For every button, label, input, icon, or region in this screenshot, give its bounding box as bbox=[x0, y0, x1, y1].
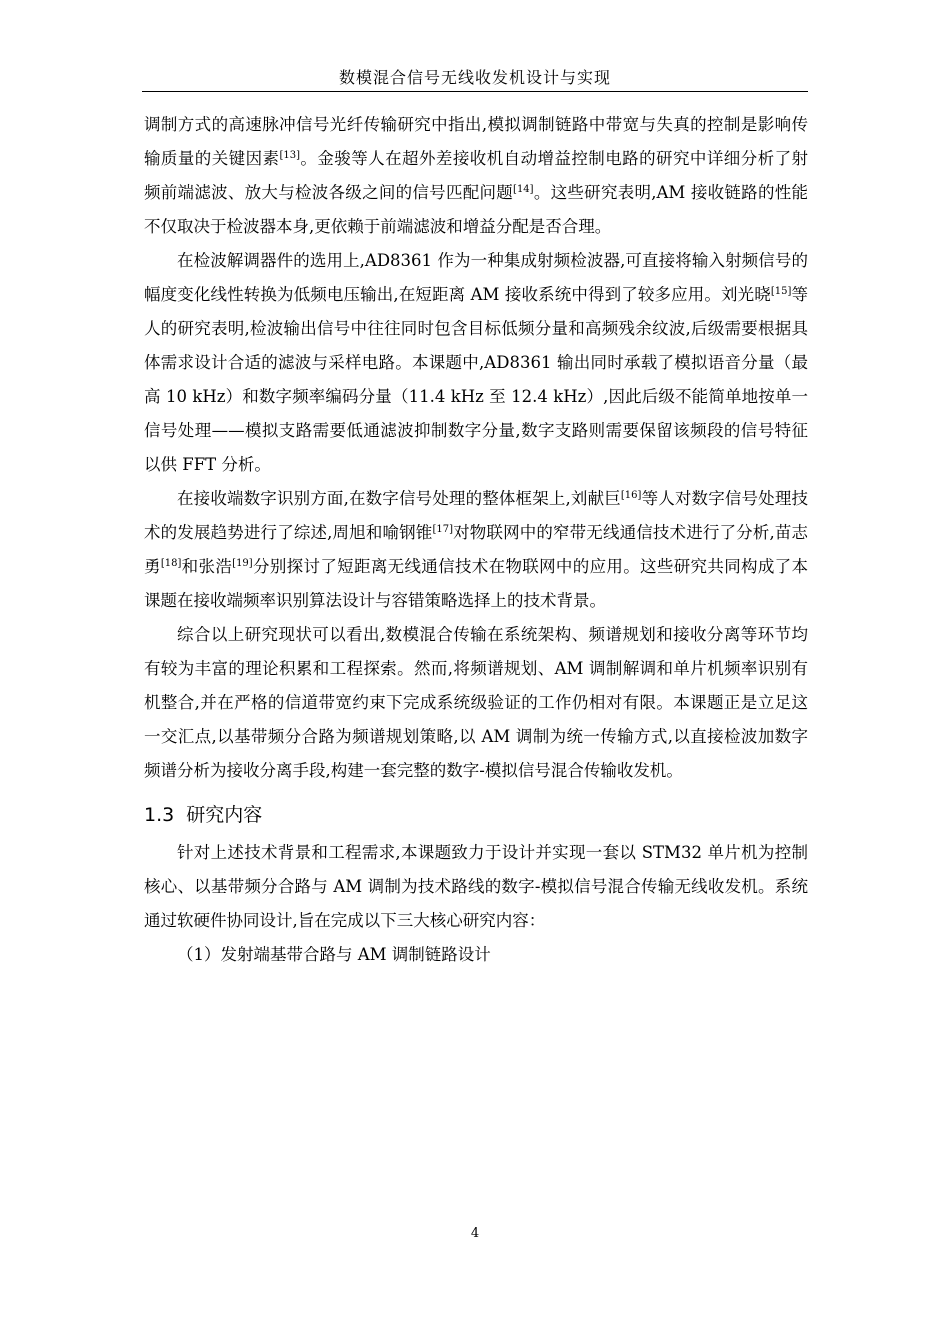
citation-19: [19] bbox=[232, 558, 253, 569]
citation-14: [14] bbox=[513, 184, 534, 195]
running-header: 数模混合信号无线收发机设计与实现 bbox=[338, 68, 611, 87]
paragraph-1: 调制方式的高速脉冲信号光纤传输研究中指出,模拟调制链路中带宽与失真的控制是影响传输质量的关键因素[13]。金骏等人在超外差接收机自动增益控制电路的研究中详细分析了射频前端滤波、放大与检波各级之间的信号匹配问题[14]。这些研究表明,AM 接收链路的性能不仅取决于检波器本身,更依赖于前端滤波和增益分配是否合理。 bbox=[144, 115, 809, 236]
paragraph-5: 针对上述技术背景和工程需求,本课题致力于设计并实现一套以 STM32 单片机为控制核心、以基带频分合路与 AM 调制为技术路线的数字-模拟信号混合传输无线收发机。系统通过软硬件协同设计,旨在完成以下三大核心研究内容： bbox=[144, 843, 808, 930]
citation-17: [17] bbox=[432, 524, 453, 535]
page-number: 4 bbox=[470, 1226, 480, 1241]
section-number: 1.3 bbox=[144, 804, 175, 826]
paragraph-3: 在接收端数字识别方面,在数字信号处理的整体框架上,刘献巨[16]等人对数字信号处理技术的发展趋势进行了综述,周旭和喻钢锥[17]对物联网中的窄带无线通信技术进行了分析,苗志勇[18]和张浩[19]分别探讨了短距离无线通信技术在物联网中的应用。这些研究共同构成了本课题在接收端频率识别算法设计与容错策略选择上的技术背景。 bbox=[144, 489, 809, 610]
header-rule bbox=[142, 91, 808, 92]
section-title: 研究内容 bbox=[186, 804, 263, 826]
section-heading bbox=[144, 796, 808, 834]
citation-13: [13] bbox=[279, 150, 300, 161]
citation-15: [15] bbox=[770, 286, 792, 297]
paragraph-2: 在检波解调器件的选用上,AD8361 作为一种集成射频检波器,可直接将输入射频信号的幅度变化线性转换为低频电压输出,在短距离 AM 接收系统中得到了较多应用。刘光晓[15]等人的研究表明,检波输出信号中往往同时包含目标低频分量和高频残余纹波,后级需要根据具体需求设计合适的滤波与采样电路。本课题中,AD8361 输出同时承载了模拟语音分量（最高 10 kHz）和数字频率编码分量（11.4 kHz 至 12.4 kHz）,因此后级不能简单地按单一信号处理——模拟支路需要低通滤波抑制数字分量,数字支路则需要保留该频段的信号特征以供 FFT 分析。 bbox=[144, 251, 809, 474]
list-item-1: （1）发射端基带合路与 AM 调制链路设计 bbox=[177, 945, 491, 964]
citation-18: [18] bbox=[160, 558, 182, 569]
page-body bbox=[144, 108, 808, 972]
paragraph-4: 综合以上研究现状可以看出,数模混合传输在系统架构、频谱规划和接收分离等环节均有较为丰富的理论积累和工程探索。然而,将频谱规划、AM 调制解调和单片机频率识别有机整合,并在严格的信道带宽约束下完成系统级验证的工作仍相对有限。本课题正是立足这一交汇点,以基带频分合路为频谱规划策略,以 AM 调制为统一传输方式,以直接检波加数字频谱分析为接收分离手段,构建一套完整的数字-模拟信号混合传输收发机。 bbox=[144, 625, 808, 780]
citation-16: [16] bbox=[620, 490, 642, 501]
